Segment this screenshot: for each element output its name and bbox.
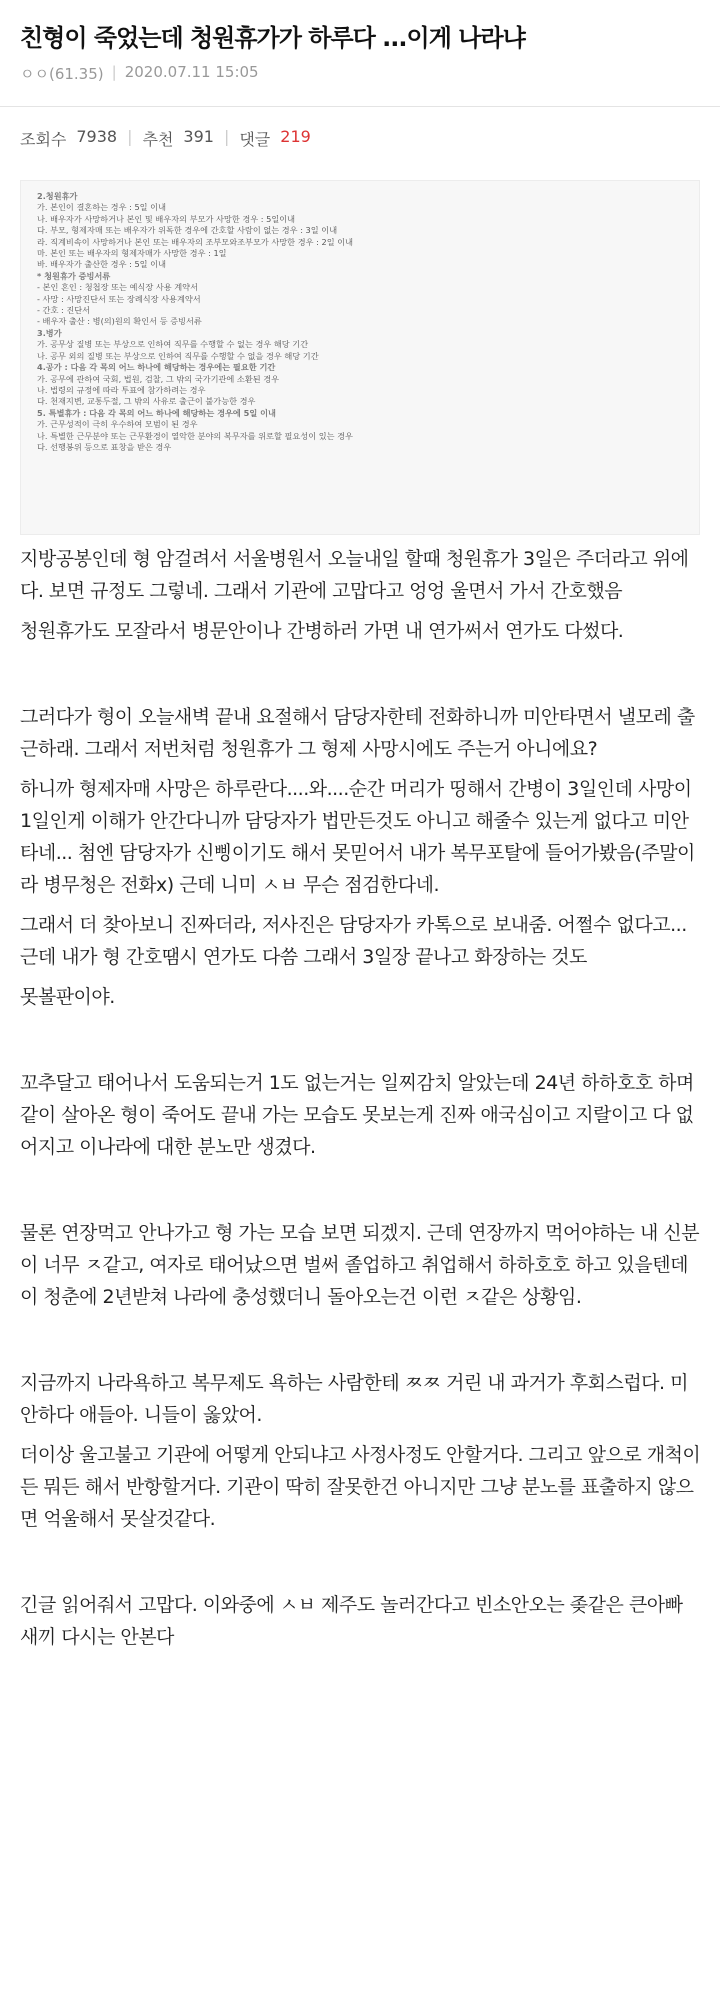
- doc-line: 라. 직계비속이 사망하거나 본인 또는 배우자의 조부모와조부모가 사망한 경우 : 2일 이내: [37, 236, 354, 247]
- body-paragraph: 그래서 더 찾아보니 진짜더라, 저사진은 담당자가 카톡으로 보내줌. 어쩔수 없다고... 근데 내가 형 간호땜시 연가도 다씀 그래서 3일장 끝나고 화장하는 것도: [20, 914, 687, 968]
- body-paragraph: 긴글 읽어줘서 고맙다. 이와중에 ㅅㅂ 제주도 놀러간다고 빈소안오는 좆같은 큰아빠 새끼 다시는 안본다: [20, 1594, 683, 1648]
- doc-line: 나. 특별한 근무분야 또는 근무환경이 열악한 분야의 복무자를 위로할 필요성이 있는 경우: [37, 430, 353, 441]
- stats-divider: |: [127, 127, 133, 146]
- doc-line: 5. 특별휴가 : 다음 각 목의 어느 하나에 해당하는 경우에 5일 이내: [37, 407, 276, 418]
- doc-line: - 본인 혼인 : 청첩장 또는 예식장 사용 계약서: [37, 282, 198, 293]
- author-name[interactable]: ㅇㅇ(61.35): [20, 65, 104, 83]
- paragraph-gap: [20, 655, 704, 701]
- doc-line: 나. 공무 외의 질병 또는 부상으로 인하여 직무를 수행할 수 없을 경우 해당 기간: [37, 350, 319, 361]
- doc-line: 다. 선행봉위 등으로 표창을 받은 경우: [37, 441, 172, 452]
- doc-line: * 청원휴가 증빙서류: [37, 270, 111, 281]
- doc-line: 가. 공무에 관하여 국회, 법원, 검찰, 그 밖의 국가기관에 소환된 경우: [37, 373, 280, 384]
- body-paragraph: 청원휴가도 모잘라서 병문안이나 간병하러 가면 내 연가써서 연가도 다썼다.: [20, 620, 624, 642]
- body-paragraph: 지금까지 나라욕하고 복무제도 욕하는 사람한테 ㅉㅉ 거린 내 과거가 후회스럽다. 미안하다 애들아. 니들이 옳았어.: [20, 1372, 688, 1426]
- post-stats: [0, 107, 720, 162]
- doc-line: - 배우자 출산 : 병(의)원의 확인서 등 증빙서류: [37, 316, 202, 327]
- body-paragraph: 지방공봉인데 형 암걸려서 서울병원서 오늘내일 할때 청원휴가 3일은 주더라고 위에 다. 보면 규정도 그렇네. 그래서 기관에 고맙다고 엉엉 울면서 가서 간호했음: [20, 548, 689, 602]
- doc-line: - 사망 : 사망진단서 또는 장례식장 사용계약서: [37, 293, 201, 304]
- doc-line: 다. 천재지변, 교통두절, 그 밖의 사유로 출근이 불가능한 경우: [37, 396, 256, 407]
- recommend-count: 391: [183, 127, 214, 146]
- stats-divider: |: [223, 127, 230, 146]
- doc-line: - 간호 : 진단서: [37, 305, 91, 316]
- body-paragraph: 더이상 울고불고 기관에 어떻게 안되냐고 사정사정도 안할거다. 그리고 앞으로 개척이든 뭐든 해서 반항할거다. 기관이 딱히 잘못한건 아니지만 그냥 분노를 표출하지 않으면 억울해서 못살것같다.: [20, 1444, 701, 1530]
- doc-line: 나. 배우자가 사망하거나 본인 및 배우자의 부모가 사망한 경우 : 5일이내: [37, 213, 296, 224]
- doc-line: 나. 법령의 규정에 따라 투표에 참가하려는 경우: [37, 384, 206, 395]
- recommend-label: 추천: [142, 130, 174, 149]
- paragraph-gap: [20, 1321, 704, 1367]
- post-body: [0, 535, 720, 1653]
- regulation-screenshot: [20, 180, 700, 535]
- doc-line: 마. 본인 또는 배우자의 형제자매가 사망한 경우 : 1일: [37, 248, 227, 259]
- doc-line: 가. 근무성적이 극히 우수하여 모범이 된 경우: [37, 419, 198, 430]
- doc-line: 가. 공무상 질병 또는 부상으로 인하여 직무를 수행할 수 없는 경우 해당 기간: [37, 339, 309, 350]
- post-title: 친형이 죽었는데 청원휴가가 하루다 ...이게 나라냐: [20, 24, 525, 52]
- doc-line: 다. 부모, 형제자매 또는 배우자가 위독한 경우에 간호할 사람이 없는 경우 : 3일 이내: [37, 225, 338, 236]
- paragraph-gap: [20, 1171, 704, 1217]
- body-paragraph: 그러다가 형이 오늘새벽 끝내 요절해서 담당자한테 전화하니까 미안타면서 낼모레 출근하래. 그래서 저번처럼 청원휴가 그 형제 사망시에도 주는거 아니에요?: [20, 706, 695, 760]
- replies-label[interactable]: 댓글: [239, 130, 271, 149]
- paragraph-gap: [20, 1021, 704, 1067]
- doc-line: 2.청원휴가: [37, 191, 78, 201]
- meta-divider: |: [111, 63, 117, 81]
- doc-line: 바. 배우자가 출산한 경우 : 5일 이내: [37, 259, 167, 270]
- body-paragraph: 못볼판이야.: [20, 986, 115, 1008]
- views-count: 7938: [76, 127, 118, 146]
- body-paragraph: 하니까 형제자매 사망은 하루란다....와....순간 머리가 띵해서 간병이 3일인데 사망이 1일인게 이해가 안간다니까 담당자가 법만든것도 아니고 해줄수 있는게 없다고 미안타네... 첨엔 담당자가 신삥이기도 해서 못믿어서 내가 복무포탈에 들어가봤음(주말이라 병무청은 전화x) 근데 니미 ㅅㅂ 무슨 점검한다네.: [20, 778, 695, 896]
- post-date: 2020.07.11 15:05: [124, 63, 259, 81]
- views-label: 조회수: [20, 130, 67, 149]
- post-meta: [20, 63, 700, 84]
- doc-line: 가. 본인이 결혼하는 경우 : 5일 이내: [37, 202, 167, 213]
- doc-line: 3.병가: [37, 327, 62, 338]
- doc-line: 4.공가 : 다음 각 목의 어느 하나에 해당하는 경우에는 필요한 기간: [37, 362, 276, 373]
- body-paragraph: 물론 연장먹고 안나가고 형 가는 모습 보면 되겠지. 근데 연장까지 먹어야하는 내 신분이 너무 ㅈ같고, 여자로 태어났으면 벌써 졸업하고 취업해서 하하호호 하고 있을텐데 이 청춘에 2년받쳐 나라에 충성했더니 돌아오는건 이런 ㅈ같은 상황임.: [20, 1222, 700, 1308]
- replies-count[interactable]: 219: [280, 127, 311, 146]
- body-paragraph: 꼬추달고 태어나서 도움되는거 1도 없는거는 일찌감치 알았는데 24년 하하호호 하며 같이 살아온 형이 죽어도 끝내 가는 모습도 못보는게 진짜 애국심이고 지랄이고 다 없어지고 이나라에 대한 분노만 생겼다.: [20, 1072, 694, 1158]
- post-header: [0, 0, 720, 84]
- paragraph-gap: [20, 1543, 704, 1589]
